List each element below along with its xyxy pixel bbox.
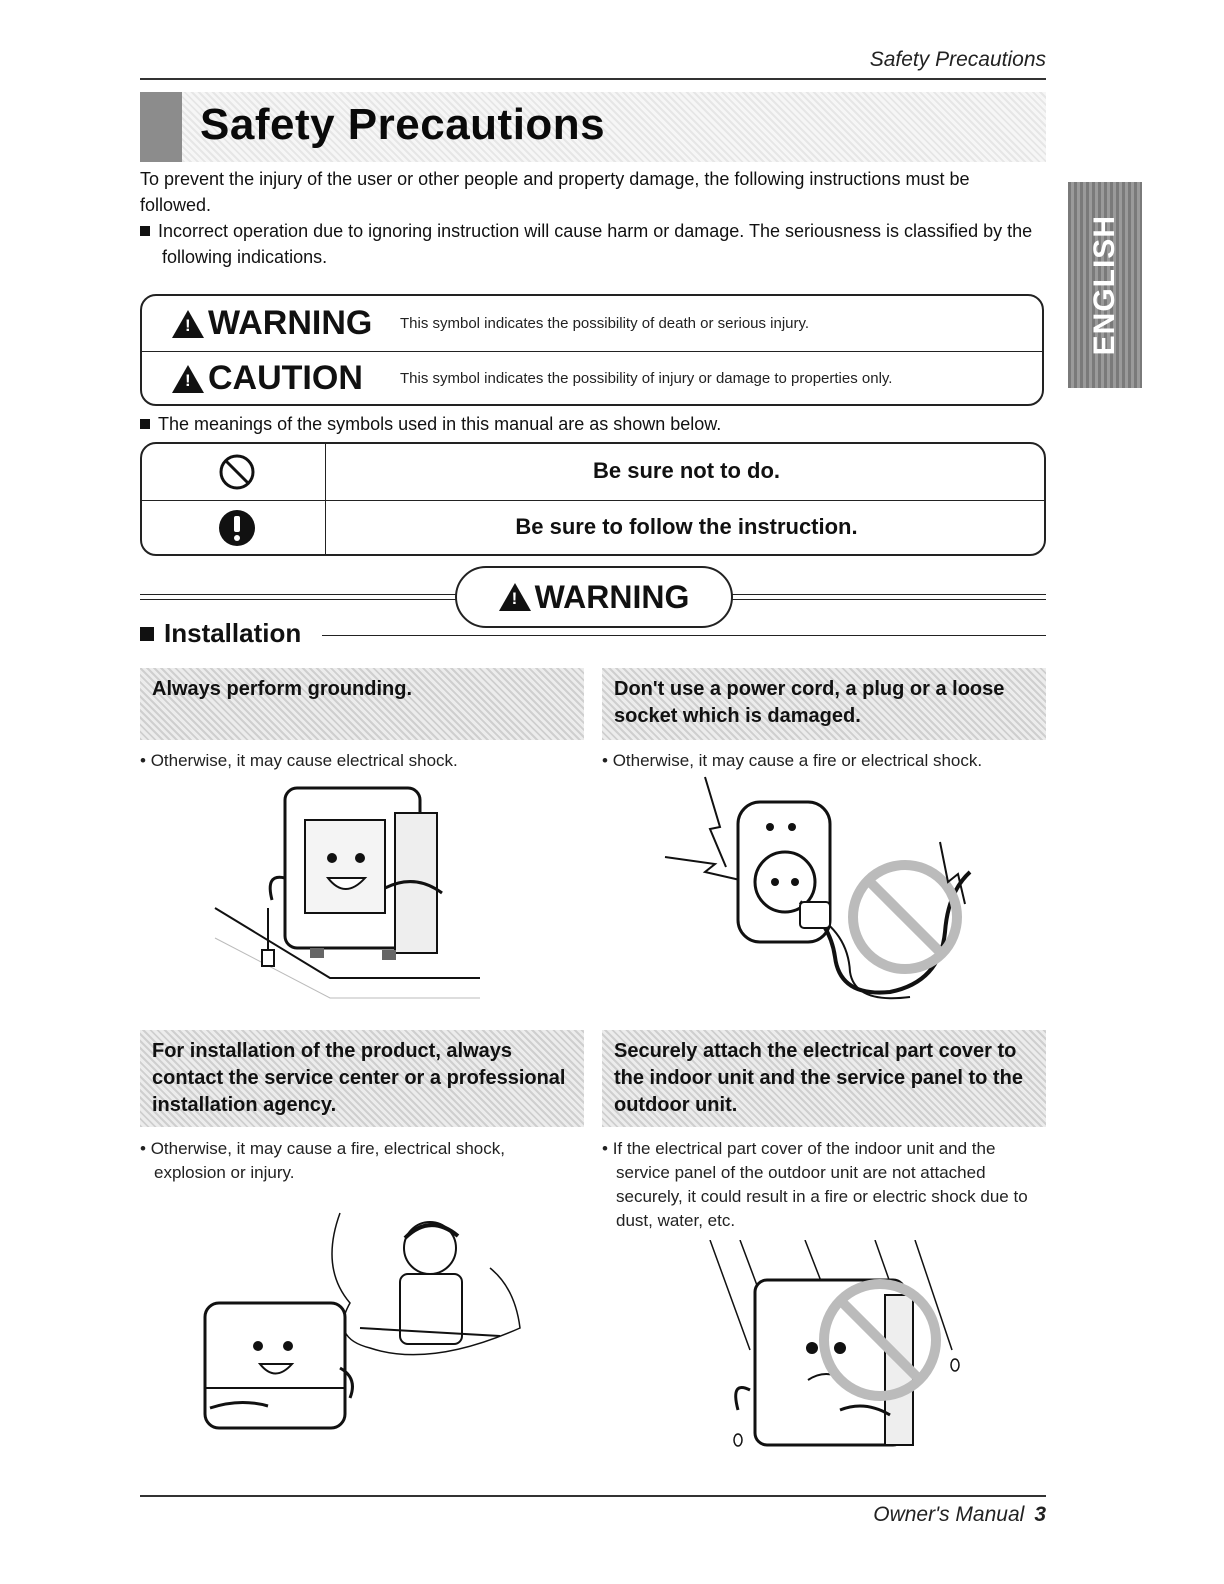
service-call-illustration [200, 1208, 530, 1436]
caution-triangle-icon [172, 365, 204, 393]
footer-rule [140, 1495, 1046, 1497]
page-title: Safety Precautions [200, 100, 606, 149]
language-tab [1068, 182, 1142, 388]
card-heading-grounding: Always perform grounding. [140, 668, 584, 740]
water-dust-illustration [690, 1240, 980, 1466]
title-block-marker [140, 92, 182, 162]
intro-text [140, 166, 1040, 270]
warning-rule-left [140, 594, 456, 600]
language-tab-label: ENGLISH [1088, 214, 1121, 356]
card-note-power-cord: • Otherwise, it may cause a fire or electrical shock. [602, 751, 983, 770]
card-note-grounding: • Otherwise, it may cause electrical shock. [140, 751, 458, 770]
section-rule [322, 635, 1046, 636]
card-note-electrical-cover: • If the electrical part cover of the indoor unit and the service panel of the outdoor unit are not attached securely, it could result in a fire or electric shock due to dust, water, etc. [602, 1139, 1028, 1230]
card-heading-installation-agency: For installation of the product, always contact the service center or a professional installation agency. [140, 1030, 584, 1127]
severity-symbol-box [140, 294, 1044, 406]
section-heading: Installation [140, 618, 301, 649]
grounding-illustration [210, 778, 490, 1000]
intro-line-1: To prevent the injury of the user or other people and property damage, the following instructions must be followed. [140, 169, 970, 215]
warning-triangle-icon [172, 310, 204, 338]
warning-symbol-row [142, 296, 1042, 352]
warning-rule-right [732, 594, 1046, 600]
mandatory-icon [217, 508, 257, 548]
caution-label: CAUTION [208, 359, 363, 397]
warning-banner: ! WARNING [455, 566, 733, 628]
warning-triangle-icon [499, 583, 531, 611]
page-number: 3 [1034, 1503, 1046, 1526]
intro-line-2: Incorrect operation due to ignoring instruction will cause harm or damage. The seriousness is classified by the following indications. [140, 218, 1040, 270]
prohibition-meaning: Be sure not to do. [593, 458, 780, 483]
running-header: Safety Precautions [869, 48, 1046, 71]
warning-description: This symbol indicates the possibility of death or serious injury. [400, 315, 810, 332]
bullet-square-icon [140, 419, 150, 429]
card-heading-power-cord: Don't use a power cord, a plug or a loose socket which is damaged. [602, 668, 1046, 740]
title-banner [140, 92, 1046, 162]
page-footer [873, 1503, 1046, 1527]
header-rule [140, 78, 1046, 80]
caution-symbol-row [142, 351, 1042, 406]
caution-description: This symbol indicates the possibility of injury or damage to properties only. [400, 370, 893, 387]
bullet-square-icon [140, 627, 154, 641]
meaning-table [140, 442, 1046, 556]
mandatory-meaning: Be sure to follow the instruction. [515, 514, 858, 539]
bullet-square-icon [140, 226, 150, 236]
warning-label: WARNING [208, 304, 373, 342]
damaged-plug-illustration [660, 772, 990, 1004]
meaning-intro: The meanings of the symbols used in this manual are as shown below. [140, 414, 721, 435]
footer-label: Owner's Manual [873, 1503, 1025, 1526]
card-note-installation-agency: • Otherwise, it may cause a fire, electrical shock, explosion or injury. [140, 1139, 505, 1182]
prohibition-icon [217, 452, 257, 492]
card-heading-electrical-cover: Securely attach the electrical part cover to the indoor unit and the service panel to the outdoor unit. [602, 1030, 1046, 1127]
